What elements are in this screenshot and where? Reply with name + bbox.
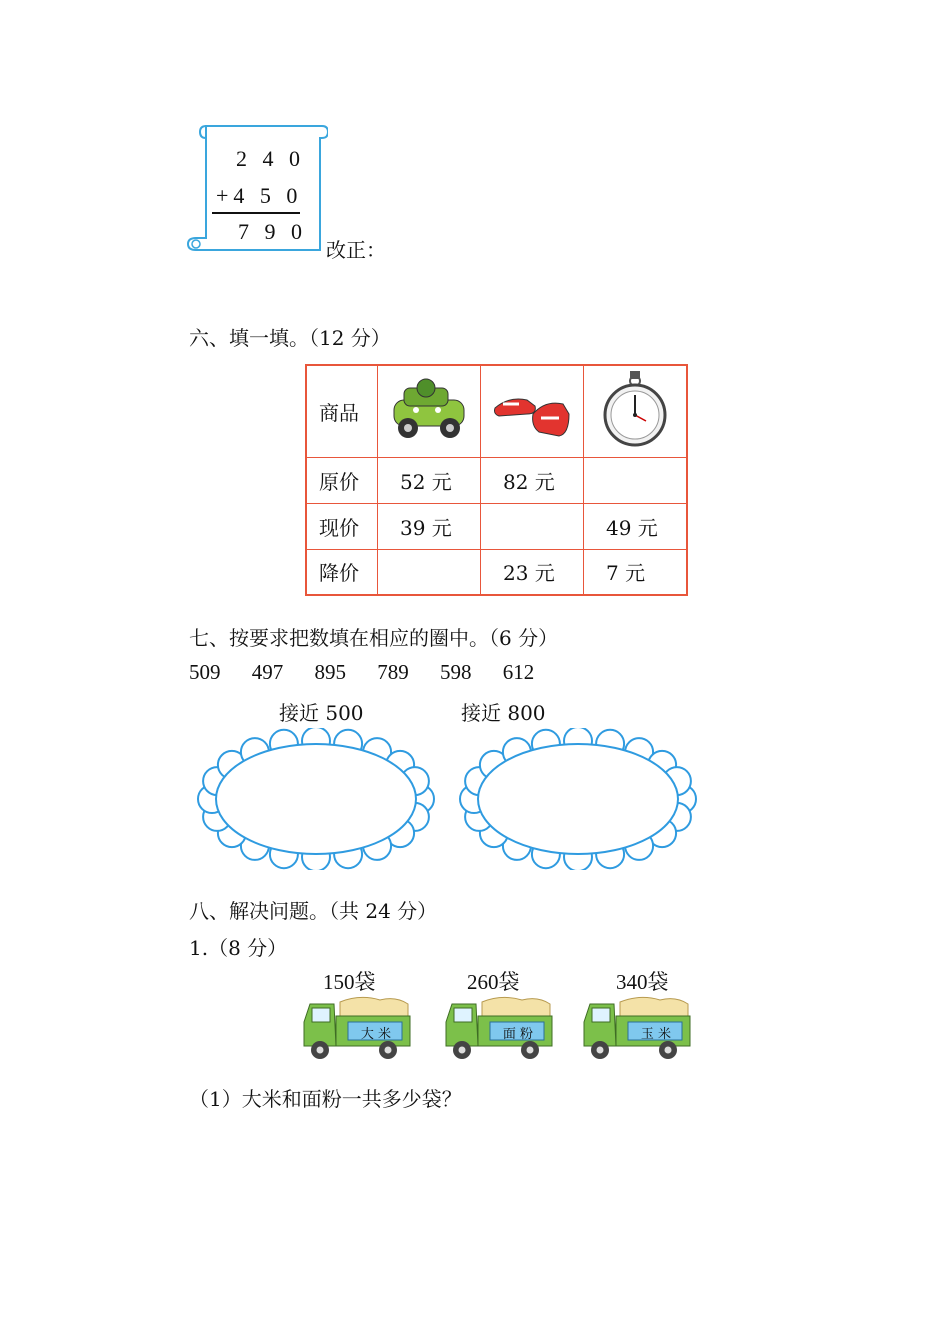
- circle-label-800: 接近 800: [461, 701, 546, 725]
- number-item: 509: [189, 660, 221, 684]
- table-cell: 23 元: [481, 549, 584, 595]
- truck-rice: [300, 992, 412, 1067]
- calc-result: 7 9 0: [238, 219, 307, 244]
- section7-heading: 七、按要求把数填在相应的圈中。（6 分）: [189, 626, 559, 650]
- row-label: 降价: [306, 549, 378, 595]
- header-label: 商品: [306, 365, 378, 457]
- cargo-label: 玉 米: [640, 1027, 672, 1042]
- table-cell: 39 元: [378, 503, 481, 549]
- flower-circle-800[interactable]: [458, 728, 698, 870]
- truck-count: 150袋: [323, 970, 376, 994]
- truck-flour: [442, 992, 554, 1067]
- calc-line-1: 2 4 0: [236, 146, 305, 171]
- toy-car-icon: [378, 365, 481, 457]
- subquestion-1: （1）大米和面粉一共多少袋？: [189, 1087, 462, 1111]
- number-item: 497: [251, 660, 284, 684]
- table-cell: 52 元: [378, 457, 481, 503]
- row-label: 现价: [306, 503, 378, 549]
- number-item: 612: [502, 660, 535, 684]
- number-item: 598: [440, 660, 472, 684]
- number-item: 895: [314, 660, 346, 684]
- section6-heading: 六、填一填。（12 分）: [189, 326, 391, 350]
- price-table: [305, 364, 688, 596]
- number-item: 789: [377, 660, 409, 684]
- flower-circle-500[interactable]: [196, 728, 436, 870]
- cargo-label: 大 米: [360, 1027, 392, 1042]
- calc-line-2: +4 5 0: [216, 183, 303, 208]
- truck-count: 260袋: [467, 970, 520, 994]
- number-list: [189, 660, 560, 685]
- cargo-label: 面 粉: [502, 1027, 534, 1042]
- shoes-icon: [481, 365, 584, 457]
- correct-label: 改正：: [326, 238, 386, 262]
- row-label: 原价: [306, 457, 378, 503]
- stopwatch-icon: [584, 365, 688, 457]
- table-cell: [378, 549, 481, 595]
- table-cell: 7 元: [584, 549, 688, 595]
- table-cell: 49 元: [584, 503, 688, 549]
- section8-heading: 八、解决问题。（共 24 分）: [189, 899, 438, 923]
- table-cell: [481, 503, 584, 549]
- truck-count: 340袋: [616, 970, 669, 994]
- truck-corn: [580, 992, 692, 1067]
- table-cell: 82 元: [481, 457, 584, 503]
- circle-label-500: 接近 500: [279, 701, 364, 725]
- table-cell: [584, 457, 688, 503]
- question1-label: 1.（8 分）: [189, 936, 288, 960]
